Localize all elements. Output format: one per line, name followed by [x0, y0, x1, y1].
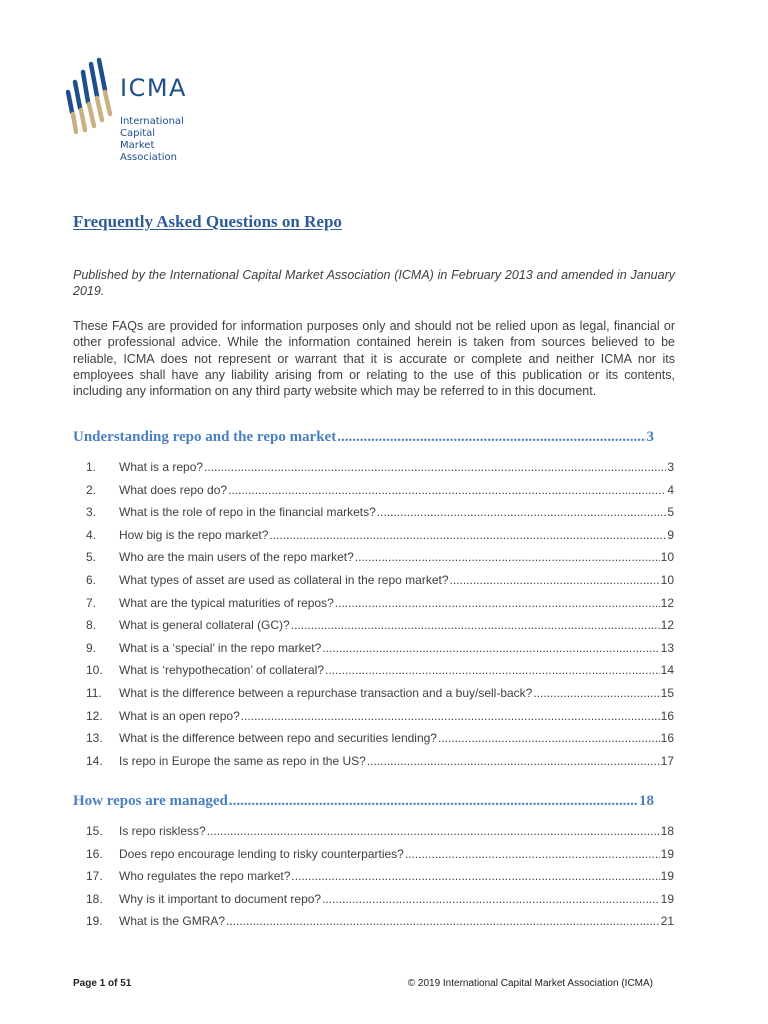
toc-entry[interactable]	[86, 869, 674, 892]
toc-entry-number: 12.	[86, 708, 103, 723]
toc-entry-text: What types of asset are used as collateral in the repo market?	[119, 572, 449, 587]
toc-entry[interactable]	[86, 847, 674, 870]
toc-entry-text: What is the difference between repo and securities lending?	[119, 731, 437, 746]
toc-entry-page: 12	[660, 618, 674, 633]
toc-entry[interactable]	[86, 641, 674, 664]
toc-entry-page: 5	[667, 505, 674, 520]
toc-entry[interactable]	[86, 483, 674, 506]
toc-entry-page: 21	[660, 914, 674, 929]
toc-entry-page: 14	[660, 663, 674, 678]
toc-section-title: Understanding repo and the repo market	[73, 429, 337, 445]
toc-entry-page: 9	[667, 527, 674, 542]
toc-entry-number: 7.	[86, 595, 97, 610]
toc-entry-number: 16.	[86, 846, 103, 861]
toc-leader-dots	[337, 429, 645, 446]
toc-leader-dots	[291, 869, 659, 883]
toc-entry[interactable]	[86, 686, 674, 709]
toc-entry[interactable]	[86, 731, 674, 754]
toc-list	[86, 824, 674, 937]
toc-leader-dots	[367, 754, 660, 768]
toc-entry-number: 14.	[86, 753, 103, 768]
icma-logo	[64, 56, 186, 168]
toc-leader-dots	[204, 460, 666, 474]
toc-entry-text: What is general collateral (GC)?	[119, 618, 290, 633]
toc-entry-text: What are the typical maturities of repos?	[119, 595, 334, 610]
toc-entry[interactable]	[86, 550, 674, 573]
page-number: Page 1 of 51	[73, 978, 132, 989]
toc-entry-number: 9.	[86, 640, 97, 655]
toc-entry-number: 10.	[86, 663, 103, 678]
toc-section-page: 18	[639, 793, 654, 809]
toc-entry-number: 2.	[86, 482, 97, 497]
toc-leader-dots	[405, 847, 660, 861]
toc-entry[interactable]	[86, 618, 674, 641]
toc-leader-dots	[450, 573, 660, 587]
toc-entry-page: 19	[660, 846, 674, 861]
toc-entry-number: 1.	[86, 460, 97, 474]
toc-entry-number: 4.	[86, 527, 97, 542]
toc-entry-page: 13	[660, 640, 674, 655]
document-title: Frequently Asked Questions on Repo	[73, 212, 342, 231]
toc-entry-page: 16	[660, 731, 674, 746]
toc-entry-page: 16	[660, 708, 674, 723]
toc-section-page: 3	[646, 429, 654, 445]
toc-entry[interactable]	[86, 824, 674, 847]
toc-entry-number: 11.	[86, 685, 102, 700]
toc-entry[interactable]	[86, 596, 674, 619]
publication-note: Published by the International Capital Market Association (ICMA) in February 2013 and amended in January 2019.	[73, 268, 675, 299]
toc-entry-number: 15.	[86, 824, 103, 838]
toc-entry-text: Is repo riskless?	[119, 824, 206, 838]
toc-leader-dots	[207, 824, 660, 838]
toc-entry-page: 10	[660, 572, 674, 587]
toc-leader-dots	[533, 686, 659, 700]
toc-entry-text: What is an open repo?	[119, 708, 240, 723]
toc-entry-text: Why is it important to document repo?	[119, 891, 322, 906]
toc-entry-number: 13.	[86, 731, 103, 746]
toc-entry-text: Is repo in Europe the same as repo in the US?	[119, 753, 366, 768]
toc-leader-dots	[291, 618, 660, 632]
toc-entry[interactable]	[86, 892, 674, 915]
toc-entry-page: 19	[660, 869, 674, 884]
toc-entry-page: 4	[667, 482, 674, 497]
toc-entry[interactable]	[86, 709, 674, 732]
toc-entry-text: What is the role of repo in the financial markets?	[119, 505, 376, 520]
toc-entry[interactable]	[86, 914, 674, 937]
toc-entry-number: 5.	[86, 550, 97, 565]
toc-leader-dots	[269, 528, 666, 542]
logo-subtitle-line: Capital	[120, 128, 156, 139]
toc-entry-text: What is ‘rehypothecation’ of collateral?	[119, 663, 324, 678]
toc-entry-page: 17	[660, 753, 674, 768]
logo-subtitle	[120, 116, 184, 164]
toc-leader-dots	[226, 914, 660, 928]
toc-section-heading[interactable]	[73, 429, 654, 446]
toc-entry-text: Does repo encourage lending to risky counterparties?	[119, 846, 404, 861]
toc-entry-page: 3	[667, 460, 674, 474]
copyright-notice: © 2019 International Capital Market Association (ICMA)	[407, 978, 653, 989]
icma-logo-mark-icon	[64, 56, 114, 140]
toc-leader-dots	[325, 663, 660, 677]
toc-entry[interactable]	[86, 460, 674, 483]
logo-subtitle-line: International	[120, 116, 184, 127]
logo-name: ICMA	[120, 74, 187, 102]
toc-leader-dots	[228, 483, 666, 497]
toc-entry-text: What is a repo?	[119, 460, 204, 474]
toc-entry-text: What does repo do?	[119, 482, 228, 497]
toc-section-title: How repos are managed	[73, 793, 228, 809]
toc-entry-text: What is the GMRA?	[119, 914, 226, 929]
toc-entry[interactable]	[86, 505, 674, 528]
toc-entry[interactable]	[86, 663, 674, 686]
disclaimer-paragraph: These FAQs are provided for information purposes only and should not be relied upon as legal, financial or other professional advice. While the information contained herein is taken from sources believed to be reliable, ICMA does not represent or warrant that it is accurate or complete and neither ICMA nor its employees shall have any liability arising from or relating to the use of this publication or its contents, including any information on any third party website which may be referred to in this document.	[73, 319, 675, 399]
toc-entry-page: 19	[660, 891, 674, 906]
toc-entry-text: What is a ‘special’ in the repo market?	[119, 640, 322, 655]
toc-entry-number: 6.	[86, 572, 97, 587]
toc-entry-page: 15	[660, 685, 674, 700]
toc-entry-page: 18	[660, 824, 674, 838]
toc-leader-dots	[355, 550, 660, 564]
toc-leader-dots	[241, 709, 660, 723]
toc-entry-number: 19.	[86, 914, 103, 929]
logo-subtitle-line: Association	[120, 152, 177, 163]
toc-entry-text: How big is the repo market?	[119, 527, 269, 542]
toc-leader-dots	[335, 596, 660, 610]
toc-section-heading[interactable]	[73, 793, 654, 810]
logo-subtitle-line: Market	[120, 140, 155, 151]
toc-entry-number: 17.	[86, 869, 103, 884]
toc-entry-page: 12	[660, 595, 674, 610]
toc-leader-dots	[377, 505, 667, 519]
toc-entry-page: 10	[660, 550, 674, 565]
toc-leader-dots	[322, 892, 660, 906]
toc-entry-text: Who are the main users of the repo market?	[119, 550, 354, 565]
toc-entry-number: 3.	[86, 505, 97, 520]
toc-leader-dots	[438, 731, 660, 745]
toc-entry-text: What is the difference between a repurchase transaction and a buy/sell-back?	[119, 685, 533, 700]
toc-entry[interactable]	[86, 754, 674, 777]
toc-entry-number: 18.	[86, 891, 103, 906]
toc-leader-dots	[229, 793, 638, 810]
toc-entry[interactable]	[86, 528, 674, 551]
toc-entry[interactable]	[86, 573, 674, 596]
toc-leader-dots	[322, 641, 659, 655]
toc-entry-text: Who regulates the repo market?	[119, 869, 291, 884]
toc-list	[86, 460, 674, 776]
toc-entry-number: 8.	[86, 618, 97, 633]
